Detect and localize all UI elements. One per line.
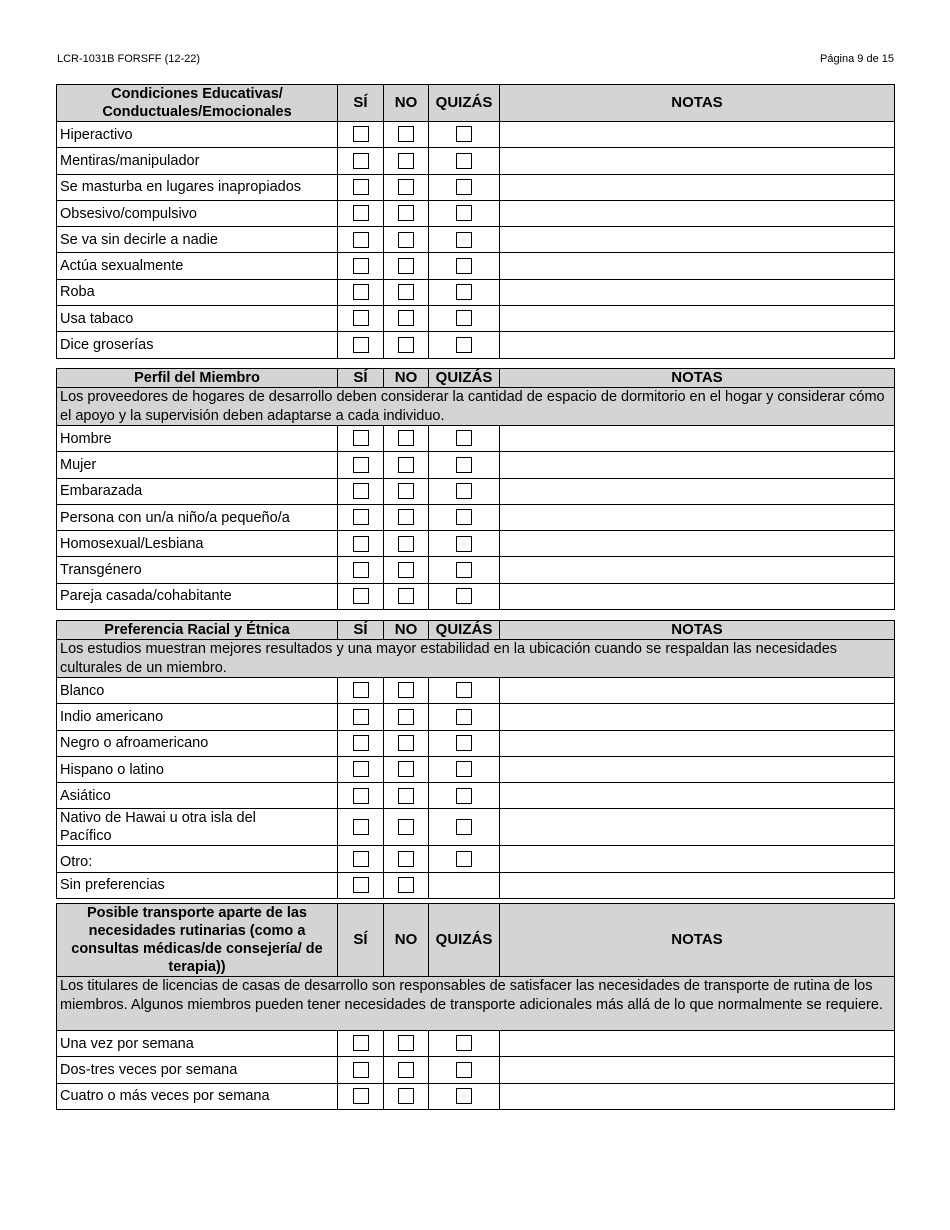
row-label: Se masturba en lugares inapropiados — [57, 174, 338, 200]
checkbox-si[interactable] — [353, 1088, 369, 1104]
checkbox-quizas[interactable] — [456, 735, 472, 751]
notes-field[interactable] — [500, 557, 895, 583]
row-label: Dice groserías — [57, 332, 338, 358]
table-row — [57, 1031, 895, 1057]
table-row — [57, 872, 895, 898]
checkbox-quizas[interactable] — [456, 1088, 472, 1104]
checkbox-si[interactable] — [353, 735, 369, 751]
notes-field[interactable] — [500, 583, 895, 609]
checkbox-quizas[interactable] — [456, 562, 472, 578]
checkbox-no[interactable] — [398, 1062, 414, 1078]
table-row — [57, 557, 895, 583]
checkbox-no[interactable] — [398, 788, 414, 804]
checkbox-no[interactable] — [398, 851, 414, 867]
row-label: Indio americano — [57, 704, 338, 730]
row-label: Pareja casada/cohabitante — [57, 583, 338, 609]
checkbox-no[interactable] — [398, 509, 414, 525]
section-racial-ethnic-preference — [56, 620, 895, 899]
checkbox-no[interactable] — [398, 877, 414, 893]
col-no: NO — [384, 904, 429, 977]
checkbox-si[interactable] — [353, 877, 369, 893]
row-label: Asiático — [57, 783, 338, 809]
checkbox-no[interactable] — [398, 430, 414, 446]
checkbox-si[interactable] — [353, 682, 369, 698]
checkbox-no[interactable] — [398, 457, 414, 473]
section-title: Preferencia Racial y Étnica — [57, 621, 338, 640]
checkbox-no[interactable] — [398, 536, 414, 552]
table-row — [57, 426, 895, 452]
row-label: Cuatro o más veces por semana — [57, 1083, 338, 1109]
checkbox-quizas[interactable] — [456, 709, 472, 725]
col-si: SÍ — [338, 904, 384, 977]
checkbox-no[interactable] — [398, 337, 414, 353]
section-transport — [56, 903, 895, 1110]
checkbox-no[interactable] — [398, 588, 414, 604]
table-row — [57, 148, 895, 174]
checkbox-no[interactable] — [398, 562, 414, 578]
notes-field[interactable] — [500, 306, 895, 332]
form-id: LCR-1031B FORSFF (12-22) — [57, 53, 201, 65]
row-label: Obsesivo/compulsivo — [57, 200, 338, 226]
row-label: Transgénero — [57, 557, 338, 583]
row-label: Otro: — [57, 846, 338, 872]
checkbox-quizas[interactable] — [456, 1035, 472, 1051]
section-member-profile — [56, 368, 895, 610]
checkbox-si[interactable] — [353, 1035, 369, 1051]
row-label: Blanco — [57, 678, 338, 704]
table-row — [57, 783, 895, 809]
notes-field[interactable] — [500, 279, 895, 305]
table-row — [57, 846, 895, 872]
col-notas: NOTAS — [500, 621, 895, 640]
table-row — [57, 531, 895, 557]
checkbox-si[interactable] — [353, 709, 369, 725]
col-notas: NOTAS — [500, 904, 895, 977]
checkbox-si[interactable] — [353, 153, 369, 169]
checkbox-quizas[interactable] — [456, 310, 472, 326]
row-label: Nativo de Hawai u otra isla del Pacífico — [57, 809, 338, 846]
checkbox-si[interactable] — [353, 126, 369, 142]
checkbox-no[interactable] — [398, 1088, 414, 1104]
col-notas: NOTAS — [500, 369, 895, 388]
checkbox-quizas[interactable] — [456, 761, 472, 777]
notes-field[interactable] — [500, 1083, 895, 1109]
notes-field[interactable] — [500, 200, 895, 226]
col-si: SÍ — [338, 621, 384, 640]
checkbox-quizas[interactable] — [456, 682, 472, 698]
row-label: Negro o afroamericano — [57, 730, 338, 756]
checkbox-si[interactable] — [353, 536, 369, 552]
checkbox-si[interactable] — [353, 337, 369, 353]
checkbox-si[interactable] — [353, 588, 369, 604]
notes-field[interactable] — [500, 846, 895, 872]
checkbox-si[interactable] — [353, 205, 369, 221]
table-row — [57, 452, 895, 478]
checkbox-si[interactable] — [353, 851, 369, 867]
checkbox-si[interactable] — [353, 562, 369, 578]
table-row — [57, 279, 895, 305]
table-row — [57, 200, 895, 226]
checkbox-quizas[interactable] — [456, 588, 472, 604]
notes-field[interactable] — [500, 227, 895, 253]
notes-field[interactable] — [500, 253, 895, 279]
checkbox-no[interactable] — [398, 126, 414, 142]
checkbox-si[interactable] — [353, 179, 369, 195]
checkbox-quizas[interactable] — [456, 819, 472, 835]
checkbox-si[interactable] — [353, 430, 369, 446]
table-row — [57, 1083, 895, 1109]
checkbox-quizas[interactable] — [456, 284, 472, 300]
checkbox-quizas[interactable] — [456, 788, 472, 804]
notes-field[interactable] — [500, 872, 895, 898]
checkbox-quizas[interactable] — [456, 483, 472, 499]
checkbox-si[interactable] — [353, 1062, 369, 1078]
checkbox-no[interactable] — [398, 310, 414, 326]
checkbox-si[interactable] — [353, 457, 369, 473]
col-quizas: QUIZÁS — [429, 369, 500, 388]
checkbox-quizas[interactable] — [456, 179, 472, 195]
col-no: NO — [384, 85, 429, 122]
empty-cell — [429, 872, 500, 898]
checkbox-si[interactable] — [353, 819, 369, 835]
checkbox-quizas[interactable] — [456, 337, 472, 353]
notes-field[interactable] — [500, 174, 895, 200]
checkbox-quizas[interactable] — [456, 851, 472, 867]
checkbox-quizas[interactable] — [456, 232, 472, 248]
checkbox-quizas[interactable] — [456, 153, 472, 169]
notes-field[interactable] — [500, 756, 895, 782]
table-row — [57, 1057, 895, 1083]
row-label: Hombre — [57, 426, 338, 452]
notes-field[interactable] — [500, 531, 895, 557]
notes-field[interactable] — [500, 783, 895, 809]
checkbox-si[interactable] — [353, 310, 369, 326]
checkbox-si[interactable] — [353, 284, 369, 300]
section-title: Posible transporte aparte de las necesidades rutinarias (como a consultas médicas/de consejería/ de terapia)) — [57, 904, 338, 977]
section-title: Condiciones Educativas/ Conductuales/Emocionales — [57, 85, 338, 122]
section-title: Perfil del Miembro — [57, 369, 338, 388]
checkbox-quizas[interactable] — [456, 536, 472, 552]
checkbox-no[interactable] — [398, 179, 414, 195]
checkbox-no[interactable] — [398, 761, 414, 777]
row-label: Mujer — [57, 452, 338, 478]
checkbox-quizas[interactable] — [456, 430, 472, 446]
notes-field[interactable] — [500, 809, 895, 846]
col-si: SÍ — [338, 369, 384, 388]
section-educational-conditions — [56, 84, 895, 359]
checkbox-quizas[interactable] — [456, 509, 472, 525]
table-row — [57, 478, 895, 504]
section-note: Los titulares de licencias de casas de desarrollo son responsables de satisfacer las necesidades de transporte de rutina de los miembros. Algunos miembros pueden tener necesidades de transporte adicionales más allá de lo que normalmente se requiere. — [57, 977, 895, 1031]
notes-field[interactable] — [500, 704, 895, 730]
checkbox-no[interactable] — [398, 153, 414, 169]
col-quizas: QUIZÁS — [429, 85, 500, 122]
checkbox-si[interactable] — [353, 258, 369, 274]
section-note: Los estudios muestran mejores resultados y una mayor estabilidad en la ubicación cuando se respaldan las necesidades culturales de un miembro. — [57, 640, 895, 678]
table-row — [57, 253, 895, 279]
table-row — [57, 504, 895, 530]
notes-field[interactable] — [500, 1057, 895, 1083]
notes-field[interactable] — [500, 332, 895, 358]
row-label: Usa tabaco — [57, 306, 338, 332]
row-label: Hiperactivo — [57, 122, 338, 148]
table-row — [57, 756, 895, 782]
table-row — [57, 122, 895, 148]
table-row — [57, 583, 895, 609]
row-label: Homosexual/Lesbiana — [57, 531, 338, 557]
row-label: Dos-tres veces por semana — [57, 1057, 338, 1083]
checkbox-no[interactable] — [398, 735, 414, 751]
checkbox-quizas[interactable] — [456, 126, 472, 142]
checkbox-si[interactable] — [353, 483, 369, 499]
page-number: Página 9 de 15 — [819, 53, 894, 65]
row-label: Una vez por semana — [57, 1031, 338, 1057]
checkbox-no[interactable] — [398, 284, 414, 300]
table-row — [57, 306, 895, 332]
table-row — [57, 332, 895, 358]
notes-field[interactable] — [500, 122, 895, 148]
col-si: SÍ — [338, 85, 384, 122]
table-row — [57, 678, 895, 704]
checkbox-si[interactable] — [353, 232, 369, 248]
checkbox-no[interactable] — [398, 232, 414, 248]
row-label: Hispano o latino — [57, 756, 338, 782]
col-no: NO — [384, 621, 429, 640]
table-row — [57, 704, 895, 730]
table-row — [57, 730, 895, 756]
checkbox-no[interactable] — [398, 819, 414, 835]
checkbox-quizas[interactable] — [456, 1062, 472, 1078]
checkbox-quizas[interactable] — [456, 205, 472, 221]
table-row — [57, 227, 895, 253]
checkbox-si[interactable] — [353, 509, 369, 525]
section-note: Los proveedores de hogares de desarrollo deben considerar la cantidad de espacio de dormitorio en el hogar y considerar cómo el apoyo y la supervisión deben adaptarse a cada individuo. — [57, 388, 895, 426]
notes-field[interactable] — [500, 1031, 895, 1057]
row-label: Persona con un/a niño/a pequeño/a — [57, 504, 338, 530]
checkbox-no[interactable] — [398, 1035, 414, 1051]
notes-field[interactable] — [500, 730, 895, 756]
row-label: Roba — [57, 279, 338, 305]
checkbox-quizas[interactable] — [456, 258, 472, 274]
checkbox-si[interactable] — [353, 788, 369, 804]
row-label: Se va sin decirle a nadie — [57, 227, 338, 253]
row-label: Sin preferencias — [57, 872, 338, 898]
notes-field[interactable] — [500, 504, 895, 530]
checkbox-no[interactable] — [398, 483, 414, 499]
col-no: NO — [384, 369, 429, 388]
notes-field[interactable] — [500, 452, 895, 478]
notes-field[interactable] — [500, 148, 895, 174]
col-quizas: QUIZÁS — [429, 621, 500, 640]
row-label: Mentiras/manipulador — [57, 148, 338, 174]
checkbox-quizas[interactable] — [456, 457, 472, 473]
checkbox-si[interactable] — [353, 761, 369, 777]
col-notas: NOTAS — [500, 85, 895, 122]
checkbox-no[interactable] — [398, 682, 414, 698]
checkbox-no[interactable] — [398, 709, 414, 725]
row-label: Actúa sexualmente — [57, 253, 338, 279]
row-label: Embarazada — [57, 478, 338, 504]
checkbox-no[interactable] — [398, 205, 414, 221]
table-row — [57, 174, 895, 200]
notes-field[interactable] — [500, 678, 895, 704]
col-quizas: QUIZÁS — [429, 904, 500, 977]
notes-field[interactable] — [500, 426, 895, 452]
notes-field[interactable] — [500, 478, 895, 504]
table-row — [57, 809, 895, 846]
checkbox-no[interactable] — [398, 258, 414, 274]
